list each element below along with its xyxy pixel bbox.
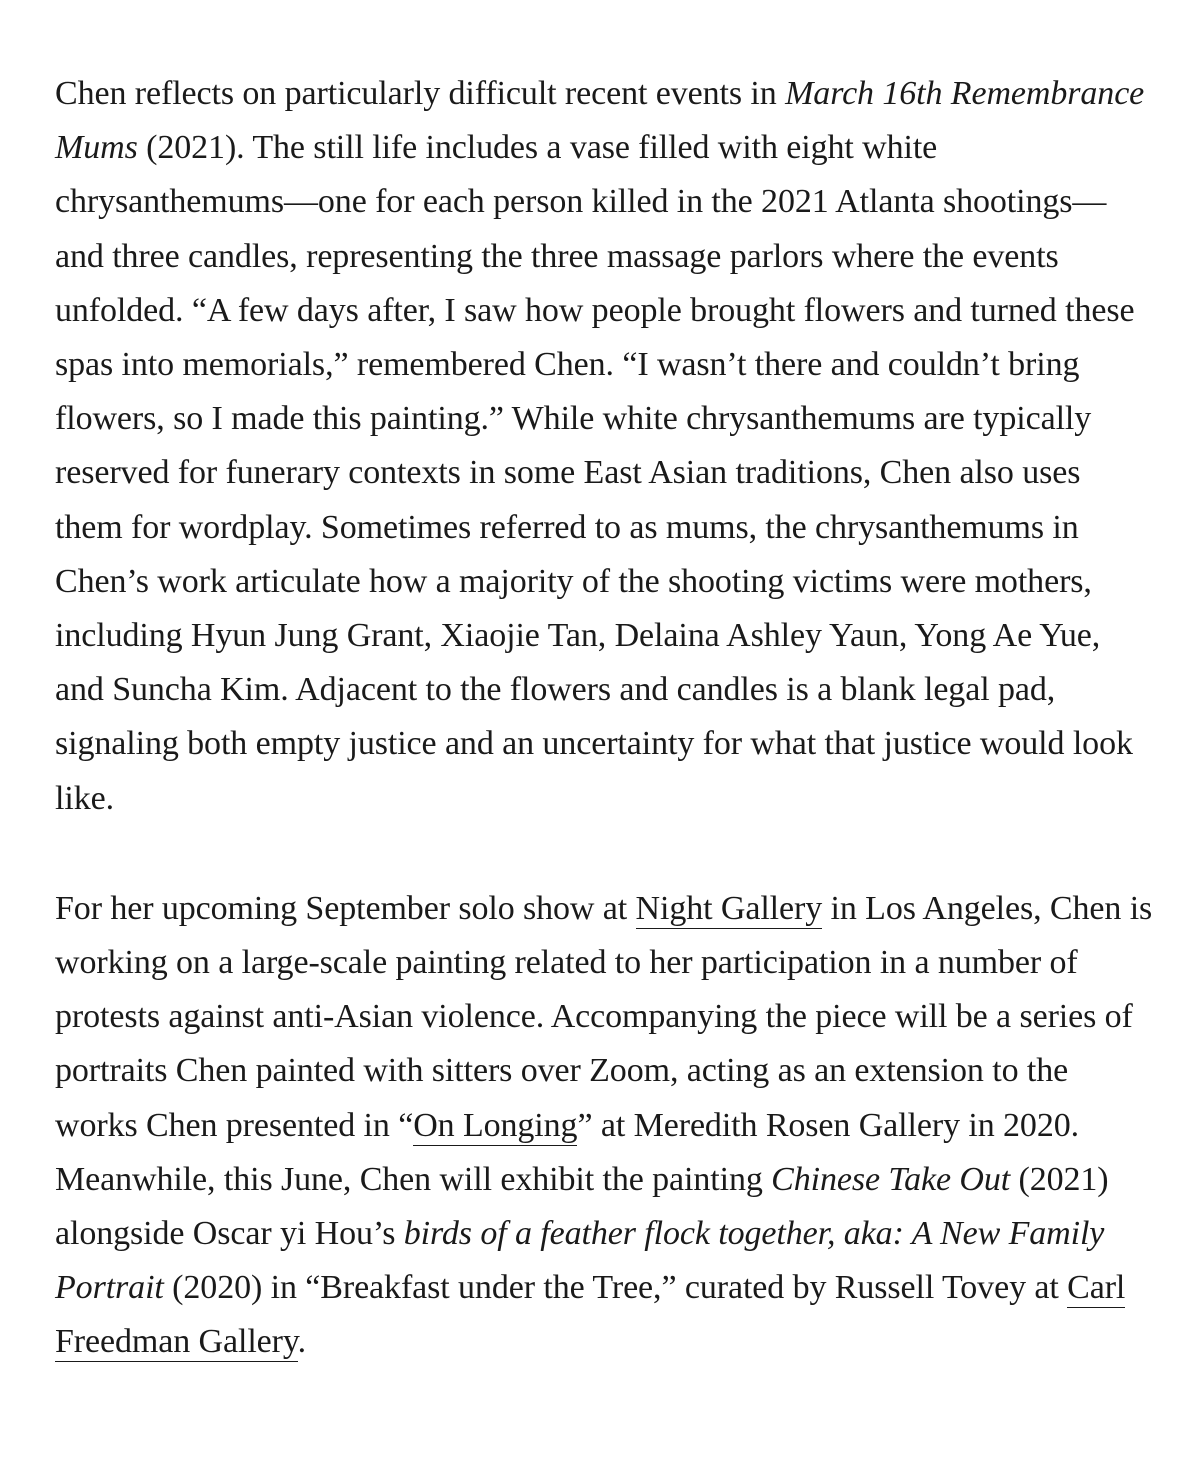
text-run: For her upcoming September solo show at — [55, 889, 636, 927]
text-run: (2020) in “Breakfast under the Tree,” curated by Russell Tovey at — [163, 1269, 1068, 1307]
artwork-title: Chinese Take Out — [771, 1160, 1011, 1198]
article-body — [55, 67, 1155, 1370]
text-run: (2021) alongside Oscar yi Hou’s — [55, 1160, 1109, 1253]
artwork-title: March 16th Remembrance Mums — [55, 75, 1145, 167]
paragraph-upcoming-show — [55, 882, 1155, 1370]
text-run: . — [297, 1323, 306, 1361]
text-run: Chen reflects on particularly difficult recent events in — [55, 75, 786, 112]
artwork-title: birds of a feather flock together, aka: A New Family Portrait — [55, 1215, 1105, 1307]
paragraph-march-16th — [55, 67, 1155, 826]
text-run: in Los Angeles, Chen is working on a large-scale painting related to her participation in a number of protests against anti-Asian violence. Accompanying the piece will be a series of portraits Chen painted with sitters over Zoom, acting as an extension to the works Chen presented in “ — [55, 889, 1153, 1144]
carl-freedman-gallery-link[interactable]: Carl Freedman Gallery — [55, 1269, 1126, 1361]
on-longing-link[interactable]: On Longing — [413, 1106, 578, 1144]
text-run: (2021). The still life includes a vase filled with eight white chrysanthemums—one for each person killed in the 2021 Atlanta shootings—and three candles, representing the three massage parlors where the events unfolded. “A few days after, I saw how people brought flowers and turned these spas into memorials,” remembered Chen. “I wasn’t there and couldn’t bring flowers, so I made this painting.” While white chrysanthemums are typically reserved for funerary contexts in some East Asian traditions, Chen also uses them for wordplay. Sometimes referred to as mums, the chrysanthemums in Chen’s work articulate how a majority of the shooting victims were mothers, including Hyun Jung Grant, Xiaojie Tan, Delaina Ashley Yaun, Yong Ae Yue, and Suncha Kim. Adjacent to the flowers and candles is a blank legal pad, signaling both empty justice and an uncertainty for what that justice would look like. — [55, 129, 1135, 817]
text-run: ” at Meredith Rosen Gallery in 2020. Meanwhile, this June, Chen will exhibit the painting — [55, 1106, 1080, 1198]
night-gallery-link[interactable]: Night Gallery — [635, 889, 823, 927]
